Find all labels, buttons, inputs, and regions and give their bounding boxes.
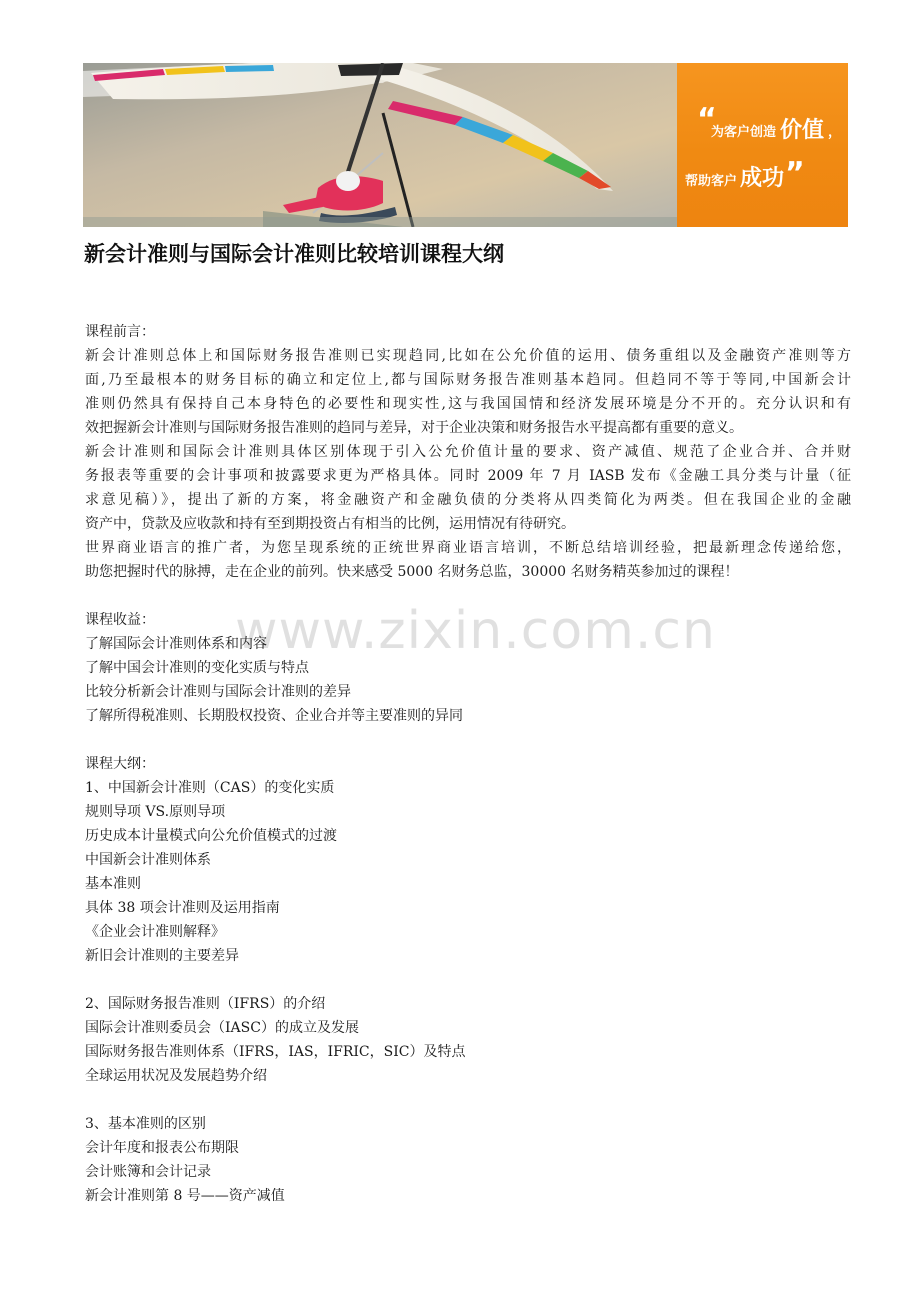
hang-glider-photo [83, 63, 677, 227]
outline-section-title: 2、国际财务报告准则（IFRS）的介绍 [85, 996, 326, 1012]
outline-item: 会计年度和报表公布期限 [85, 1140, 239, 1156]
outline-item: 规则导项 VS.原则导项 [85, 804, 226, 820]
intro-line: 新会计准则和国际会计准则具体区别体现于引入公允价值计量的要求、资产减值、规范了企业合并、合并财 [85, 444, 851, 460]
intro-heading: 课程前言： [85, 324, 155, 340]
page-title: 新会计准则与国际会计准则比较培训课程大纲 [84, 242, 504, 266]
slogan-panel [677, 63, 848, 227]
outline-item: 会计账簿和会计记录 [85, 1164, 211, 1180]
benefit-item: 了解中国会计准则的变化实质与特点 [85, 660, 309, 676]
intro-line: 准则仍然具有保持自己本身特色的必要性和现实性,这与我国国情和经济发展环境是分不开的。充分认识和有 [85, 396, 851, 412]
outline-item: 新会计准则第 8 号——资产减值 [85, 1188, 285, 1204]
benefits-heading: 课程收益： [85, 612, 155, 628]
intro-line: 务报表等重要的会计事项和披露要求更为严格具体。同时 2009 年 7 月 IASB 发布《金融工具分类与计量（征 [85, 468, 851, 484]
slogan-line1-emphasis: 价值 [780, 118, 825, 143]
slogan-comma: ， [828, 125, 842, 140]
outline-item: 全球运用状况及发展趋势介绍 [85, 1068, 267, 1084]
outline-section-title: 3、基本准则的区别 [85, 1116, 206, 1132]
intro-line: 资产中，贷款及应收款和持有至到期投资占有相当的比例，运用情况有待研究。 [85, 516, 575, 532]
outline-item: 国际会计准则委员会（IASC）的成立及发展 [85, 1020, 359, 1036]
intro-line: 求意见稿）》，提出了新的方案，将金融资产和金融负债的分类将从四类简化为两类。但在我国企业的金融 [85, 492, 851, 508]
slogan-line2-emphasis: 成功 [740, 166, 785, 191]
outline-item: 基本准则 [85, 876, 141, 892]
benefit-item: 比较分析新会计准则与国际会计准则的差异 [85, 684, 351, 700]
outline-item: 《企业会计准则解释》 [85, 924, 225, 940]
benefit-item: 了解所得税准则、长期股权投资、企业合并等主要准则的异同 [85, 708, 463, 724]
header-banner [83, 63, 848, 227]
outline-section-title: 1、中国新会计准则（CAS）的变化实质 [85, 780, 335, 796]
intro-line: 面,乃至最根本的财务目标的确立和定位上,都与国际财务报告准则基本趋同。但趋同不等于等同,中国新会计 [85, 372, 851, 388]
outline-item: 国际财务报告准则体系（IFRS，IAS，IFRIC，SIC）及特点 [85, 1044, 466, 1060]
intro-line: 助您把握时代的脉搏，走在企业的前列。快来感受 5000 名财务总监，30000 名财务精英参加过的课程！ [85, 564, 739, 580]
intro-line: 效把握新会计准则与国际财务报告准则的趋同与差异，对于企业决策和财务报告水平提高都有重要的意义。 [85, 420, 743, 436]
slogan-line2: 帮助客户 [685, 174, 738, 189]
close-quote: ” [785, 156, 805, 191]
open-quote: “ [697, 102, 717, 137]
outline-item: 新旧会计准则的主要差异 [85, 948, 239, 964]
outline-item: 中国新会计准则体系 [85, 852, 211, 868]
benefit-item: 了解国际会计准则体系和内容 [85, 636, 267, 652]
slogan-line1: 为客户创造 [711, 125, 777, 140]
outline-heading: 课程大纲： [85, 756, 155, 772]
watermark: www.zixin.com.cn [235, 601, 716, 661]
outline-item: 具体 38 项会计准则及运用指南 [85, 900, 280, 916]
intro-line: 世界商业语言的推广者，为您呈现系统的正统世界商业语言培训，不断总结培训经验，把最新理念传递给您， [85, 540, 851, 556]
outline-item: 历史成本计量模式向公允价值模式的过渡 [85, 828, 337, 844]
document-body [85, 320, 851, 1208]
intro-line: 新会计准则总体上和国际财务报告准则已实现趋同,比如在公允价值的运用、债务重组以及金融资产准则等方 [85, 348, 851, 364]
